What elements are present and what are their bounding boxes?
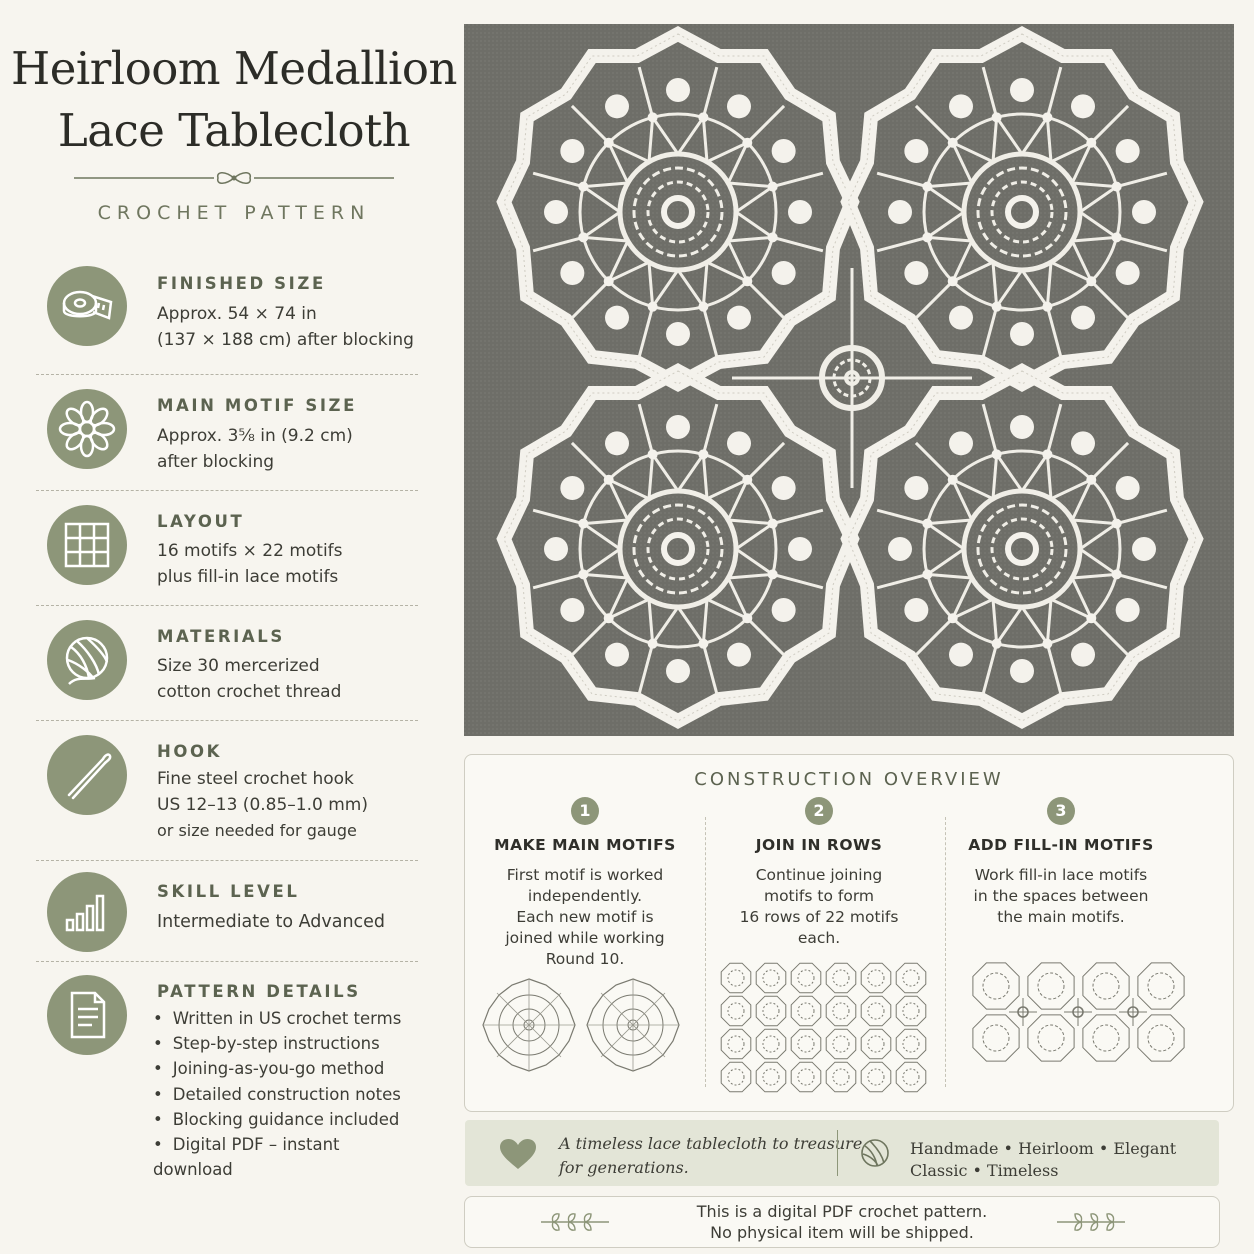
yarn-ball-icon — [47, 620, 127, 700]
divider — [36, 374, 418, 375]
heart-icon — [499, 1138, 537, 1170]
step-join-in-rows — [699, 797, 939, 949]
spec-value: (137 × 188 cm) after blocking — [157, 330, 414, 350]
spec-label: FINISHED SIZE — [157, 274, 326, 293]
spec-materials — [36, 617, 418, 717]
spec-layout — [36, 502, 418, 602]
step-number-badge: 1 — [571, 797, 599, 825]
spec-value: or size needed for gauge — [157, 821, 357, 840]
spec-value: 16 motifs × 22 motifs — [157, 541, 343, 561]
divider — [36, 605, 418, 606]
construction-overview — [464, 754, 1234, 1112]
sprig-icon — [1055, 1211, 1127, 1233]
list-item: • Written in US crochet terms — [153, 1006, 418, 1031]
page-subtitle: CROCHET PATTERN — [97, 202, 371, 224]
spec-label: HOOK — [157, 742, 223, 761]
spec-value: Approx. 3⅝ in (9.2 cm) — [157, 426, 353, 446]
banner-tags: Handmade • Heirloom • Elegant — [910, 1139, 1177, 1158]
lace-photo — [464, 24, 1234, 736]
spec-value: US 12–13 (0.85–1.0 mm) — [157, 795, 368, 815]
step-description: First motif is worked — [506, 866, 664, 884]
divider — [837, 1130, 838, 1176]
step-description: joined while working — [505, 929, 665, 947]
list-item: • Joining-as-you-go method — [153, 1056, 418, 1081]
step-description: independently. — [527, 887, 643, 905]
spec-label: LAYOUT — [157, 512, 245, 531]
yarn-ball-icon — [859, 1137, 891, 1169]
list-item: • Blocking guidance included — [153, 1107, 418, 1132]
document-icon — [47, 975, 127, 1055]
measuring-tape-icon — [47, 266, 127, 346]
spec-value: Approx. 54 × 74 in — [157, 304, 317, 324]
overview-title: CONSTRUCTION OVERVIEW — [694, 769, 1004, 790]
step-description: Round 10. — [545, 950, 625, 968]
step-description: each. — [797, 929, 841, 947]
step-description: Each new motif is — [516, 908, 654, 926]
crochet-hook-icon — [47, 735, 127, 815]
tagline-text: A timeless lace tablecloth to treasure — [559, 1134, 863, 1153]
spec-finished-size — [36, 264, 418, 364]
two-motifs-illustration — [477, 975, 693, 1075]
spec-value: cotton crochet thread — [157, 682, 342, 702]
banner-tags: Classic • Timeless — [910, 1161, 1059, 1180]
spec-value: Fine steel crochet hook — [157, 769, 354, 789]
bar-chart-icon — [47, 872, 127, 952]
step-title: JOIN IN ROWS — [755, 836, 883, 854]
list-item: • Detailed construction notes — [153, 1082, 418, 1107]
list-item: • Step-by-step instructions — [153, 1031, 418, 1056]
tagline-text: for generations. — [559, 1158, 689, 1177]
step-description: the main motifs. — [997, 908, 1125, 926]
step-title: MAKE MAIN MOTIFS — [494, 836, 676, 854]
spec-value: Intermediate to Advanced — [157, 912, 386, 932]
motif-rows-illustration — [719, 961, 927, 1093]
step-description: motifs to form — [763, 887, 875, 905]
divider — [36, 720, 418, 721]
title-line-1: Heirloom Medallion — [11, 42, 457, 95]
step-make-main-motifs — [465, 797, 705, 970]
tagline-banner — [465, 1120, 1219, 1186]
notice-text: No physical item will be shipped. — [710, 1223, 974, 1242]
step-title: ADD FILL-IN MOTIFS — [968, 836, 1154, 854]
step-add-fill-in-motifs — [941, 797, 1181, 928]
divider-ornament-icon — [74, 168, 394, 188]
step-description: Continue joining — [755, 866, 883, 884]
spec-label: PATTERN DETAILS — [157, 982, 361, 1001]
spec-skill-level — [36, 872, 418, 958]
step-description: in the spaces between — [973, 887, 1149, 905]
spec-value: Size 30 mercerized — [157, 656, 320, 676]
step-description: 16 rows of 22 motifs — [739, 908, 899, 926]
divider — [36, 961, 418, 962]
step-description: Work fill-in lace motifs — [974, 866, 1148, 884]
spec-value: plus fill-in lace motifs — [157, 567, 339, 587]
spec-label: MATERIALS — [157, 627, 285, 646]
spec-hook — [36, 732, 418, 854]
spec-main-motif-size — [36, 386, 418, 486]
title-line-2: Lace Tablecloth — [57, 104, 411, 157]
digital-notice — [464, 1196, 1220, 1248]
flower-icon — [47, 389, 127, 469]
step-number-badge: 3 — [1047, 797, 1075, 825]
step-number-badge: 2 — [805, 797, 833, 825]
spec-value: after blocking — [157, 452, 275, 472]
spec-pattern-details — [36, 972, 418, 1180]
spec-label: MAIN MOTIF SIZE — [157, 396, 357, 415]
notice-text: This is a digital PDF crochet pattern. — [696, 1202, 988, 1221]
list-item: • Digital PDF – instant download — [153, 1132, 418, 1182]
divider — [36, 860, 418, 861]
pattern-details-list — [153, 1006, 418, 1182]
divider — [36, 490, 418, 491]
grid-icon — [47, 505, 127, 585]
page-title — [0, 38, 468, 162]
spec-label: SKILL LEVEL — [157, 882, 300, 901]
fill-in-motifs-illustration — [969, 959, 1187, 1065]
